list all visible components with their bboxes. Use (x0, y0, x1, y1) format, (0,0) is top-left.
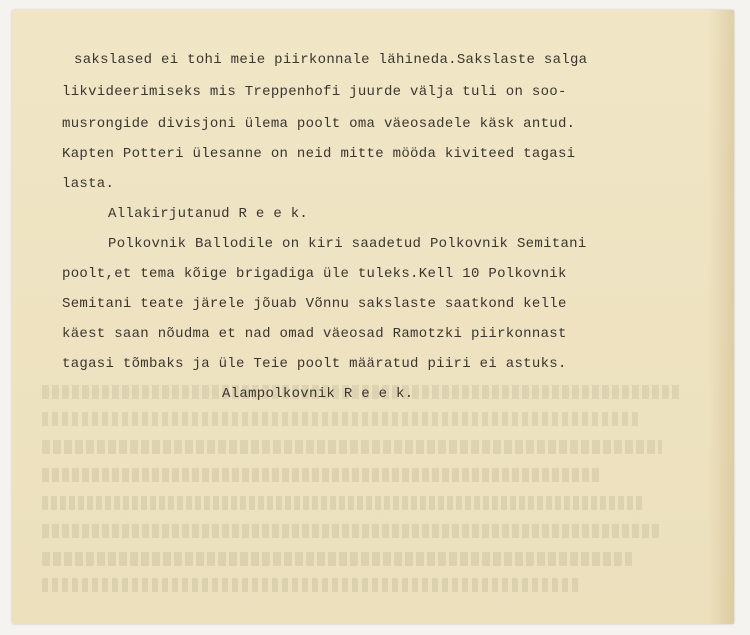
reverse-side-bleed (42, 578, 582, 592)
signature-line: Allakirjutanud R e e k. (108, 206, 309, 222)
text-line: musrongide divisjoni ülema poolt oma väeosadele käsk antud. (62, 116, 576, 132)
signature-line: Alampolkovnik R e e k. (222, 386, 414, 402)
reverse-side-bleed (42, 468, 602, 482)
text-line: lasta. (62, 176, 115, 192)
text-line: tagasi tõmbaks ja üle Teie poolt määratud piiri ei astuks. (62, 356, 567, 372)
text-line: Polkovnik Ballodile on kiri saadetud Polkovnik Semitani (108, 236, 587, 252)
text-line: poolt,et tema kõige brigadiga üle tuleks.Kell 10 Polkovnik (62, 266, 567, 282)
reverse-side-bleed (42, 440, 662, 454)
reverse-side-bleed (42, 496, 642, 510)
text-line: Semitani teate järele jõuab Võnnu sakslaste saatkond kelle (62, 296, 567, 312)
text-line: Kapten Potteri ülesanne on neid mitte mööda kiviteed tagasi (62, 146, 576, 162)
text-line: käest saan nõudma et nad omad väeosad Ramotzki piirkonnast (62, 326, 567, 342)
reverse-side-bleed (42, 412, 642, 426)
reverse-side-bleed (42, 524, 662, 538)
paper-sheet (12, 10, 734, 624)
text-line: sakslased ei tohi meie piirkonnale lähineda.Sakslaste salga (74, 52, 588, 68)
reverse-side-bleed (42, 552, 632, 566)
text-line: likvideerimiseks mis Treppenhofi juurde välja tuli on soo- (62, 84, 567, 100)
